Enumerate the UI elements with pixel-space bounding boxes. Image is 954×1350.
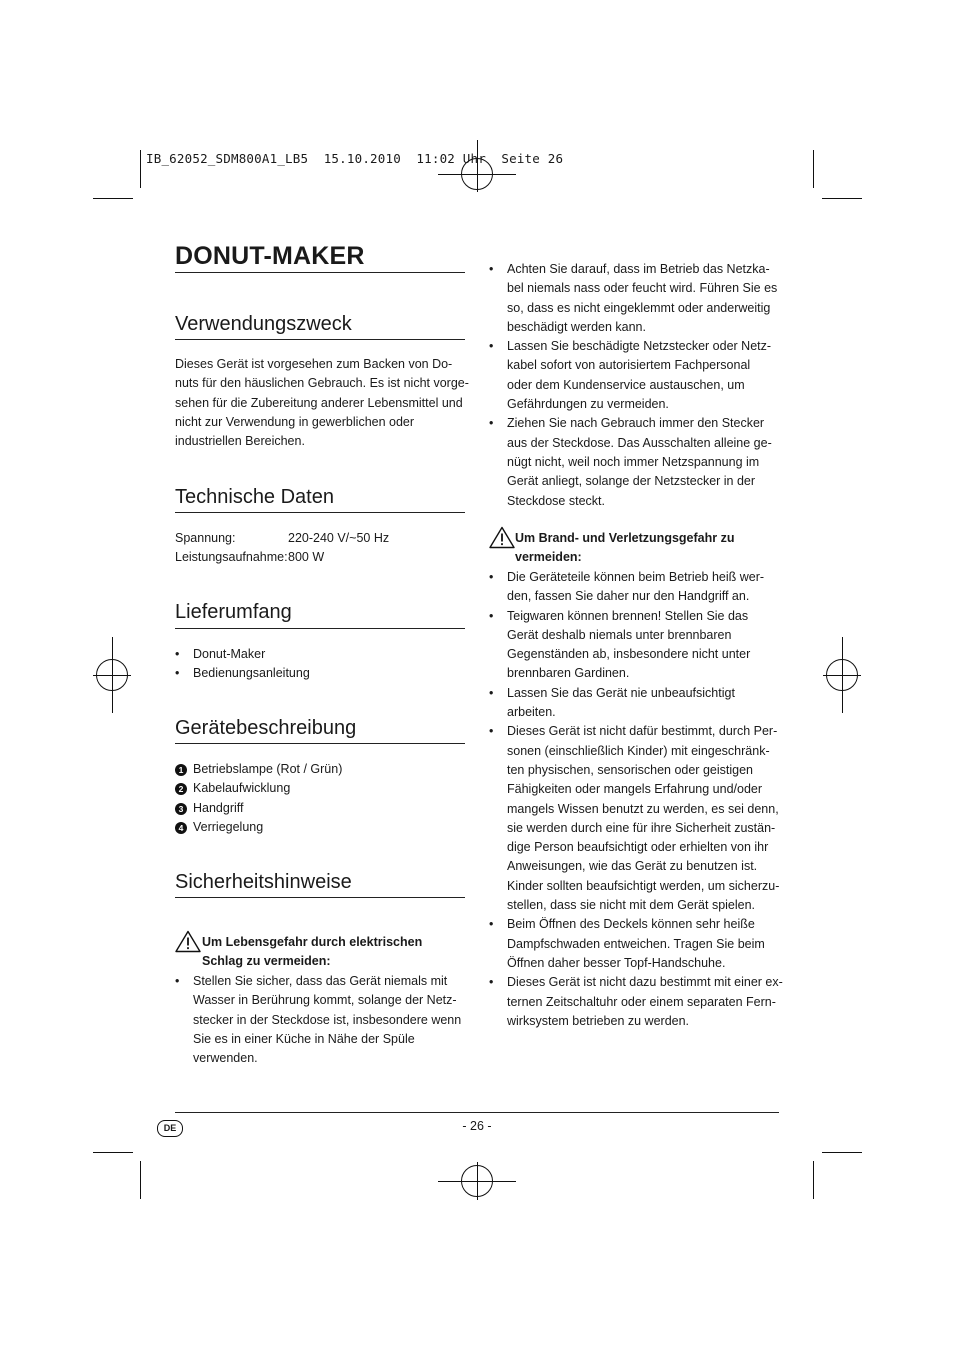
text-line: stecker in der Steckdose ist, insbesondere wenn [193, 1012, 462, 1027]
part-item [175, 760, 342, 779]
warning-fire [489, 529, 734, 568]
text-line: Ziehen Sie nach Gebrauch immer den Stecker [507, 416, 765, 431]
part-item [175, 779, 342, 798]
text-line: stellen, dass sie nicht mit dem Gerät spielen. [507, 898, 756, 913]
section-rule [175, 897, 465, 898]
language-badge: DE [157, 1120, 183, 1137]
list-item: • Achten Sie darauf, dass im Betrieb das Netzka- bel niemals nass oder feucht wird. Führen Sie es so, dass es nicht eingeklemmt oder anderweitig beschädigt werden kann. [489, 260, 777, 337]
text-line: sehen für die Zubereitung anderer Lebensmittel und [175, 395, 463, 410]
list-item: • Ziehen Sie nach Gebrauch immer den Stecker aus der Steckdose. Das Ausschalten alleine ge- nügt nicht, weil noch immer Netzspannung im Gerät anliegt, solange der Netzstecker in der Steckdose steckt. [489, 414, 777, 510]
text-line: ternen Zeitschaltuhr oder einem separaten Fern- [507, 994, 776, 1009]
text-line: Anweisungen, wie das Gerät zu benutzen ist. [507, 859, 758, 874]
spec-value: 220-240 V/~50 Hz [288, 531, 390, 545]
part-number-badge: 4 [175, 822, 187, 834]
text-line: Fähigkeiten oder mangels Erfahrung und/oder [507, 782, 763, 797]
text-line: nuts für den häuslichen Gebrauch. Es ist nicht vorge- [175, 376, 469, 391]
section-rule [175, 512, 465, 513]
spec-key: Leistungsaufnahme: [175, 550, 288, 565]
text-line: brennbaren Gardinen. [507, 666, 630, 681]
part-item [175, 818, 342, 837]
text-line: Dieses Gerät ist nicht dazu bestimmt mit einer ex- [507, 975, 783, 990]
text-line: verwenden. [193, 1051, 258, 1066]
part-item [175, 799, 342, 818]
warning-triangle-icon [175, 930, 201, 953]
section-rule [175, 628, 465, 629]
text-line: Kinder sollten beaufsichtigt werden, um sicherzu- [507, 878, 780, 893]
text-line: dige Person beaufsichtigt oder erhielten von ihr [507, 840, 769, 855]
text-line: bel niemals nass oder feucht wird. Führen Sie es [507, 281, 778, 296]
text-line: Dampfschwaden entweichen. Tragen Sie beim [507, 936, 765, 951]
text-line: Die Geräteteile können beim Betrieb heiß wer- [507, 570, 765, 584]
text-line: aus der Steckdose. Das Ausschalten alleine ge- [507, 435, 772, 450]
text-line: Lassen Sie beschädigte Netzstecker oder Netz- [507, 339, 772, 354]
text-line: Lassen Sie das Gerät nie unbeaufsichtigt [507, 685, 735, 700]
text-line: Gerät deshalb niemals unter brennbaren [507, 627, 732, 642]
list-item-label: Bedienungsanleitung [193, 666, 310, 681]
text-line: so, dass es nicht eingeklemmt oder anderweitig [507, 300, 771, 315]
spec-row [175, 529, 389, 548]
verwendung-paragraph [175, 355, 469, 451]
list-item: • Bedienungsanleitung [175, 666, 310, 681]
section-heading-geraetebeschreibung: Gerätebeschreibung [175, 717, 357, 739]
print-slug: IB_62052_SDM800A1_LB5 15.10.2010 11:02 Uhr Seite 26 [146, 151, 564, 166]
text-line: nicht zur Verwendung in gewerblichen oder [175, 414, 415, 429]
title-rule [175, 272, 465, 273]
part-number-badge: 2 [175, 783, 187, 795]
section-heading-lieferumfang: Lieferumfang [175, 601, 292, 623]
list-item: • Beim Öffnen des Deckels können sehr heiße Dampfschwaden entweichen. Tragen Sie beim Öffnen daher besser Topf-Handschuhe. [489, 915, 783, 973]
warning-triangle-icon [489, 526, 515, 549]
crop-mark [140, 150, 141, 188]
text-line: nügt nicht, weil noch immer Netzspannung im [507, 454, 760, 469]
text-line: Stellen Sie sicher, dass das Gerät niemals mit [193, 974, 448, 988]
list-item: • Dieses Gerät ist nicht dazu bestimmt mit einer ex- ternen Zeitschaltuhr oder einem separaten Fern- wirksystem betrieben zu werden. [489, 973, 783, 1031]
text-line: beschädigt werden kann. [507, 319, 646, 334]
warning-line: vermeiden: [515, 550, 582, 565]
section-heading-verwendungszweck: Verwendungszweck [175, 313, 352, 335]
list-item: • Lassen Sie beschädigte Netzstecker oder Netz- kabel sofort von autorisiertem Fachpersonal oder dem Kundenservice austauschen, um Gefährdungen zu vermeiden. [489, 337, 777, 414]
text-line: den, fassen Sie daher nur den Handgriff an. [507, 589, 750, 604]
text-line: Beim Öffnen des Deckels können sehr heiße [507, 917, 755, 932]
text-line: Steckdose steckt. [507, 493, 605, 508]
spec-row [175, 548, 389, 567]
registration-circle [461, 1165, 493, 1197]
spec-value: 800 W [288, 550, 325, 565]
page-number: - 26 - [462, 1119, 492, 1133]
text-line: Dieses Gerät ist nicht dafür bestimmt, durch Per- [507, 724, 778, 739]
list-item: • Stellen Sie sicher, dass das Gerät niemals mit Wasser in Berührung kommt, solange der Netz- stecker in der Steckdose ist, insbesondere wenn Sie es in einer Küche in Nähe der Spüle verwenden. [175, 972, 461, 1068]
safety-bullet-list-right-bottom [489, 568, 783, 1031]
text-line: arbeiten. [507, 705, 556, 720]
warning-line: Um Lebensgefahr durch elektrischen [202, 935, 423, 949]
registration-circle [96, 659, 128, 691]
warning-line: Schlag zu vermeiden: [202, 954, 331, 969]
text-line: Gegenständen ab, insbesondere nicht unter [507, 647, 751, 662]
warning-line: Um Brand- und Verletzungsgefahr zu [515, 531, 735, 545]
safety-bullet-list-right-top [489, 260, 777, 511]
text-line: ten physischen, sensorischen oder geistigen [507, 762, 753, 777]
crop-mark [93, 1152, 133, 1153]
text-line: Gerät anliegt, solange der Netzstecker in der [507, 474, 756, 489]
text-line: sie werden durch eine für ihre Sicherheit zustän- [507, 820, 776, 835]
crop-mark [93, 198, 133, 199]
text-line: Achten Sie darauf, dass im Betrieb das Netzka- [507, 262, 770, 276]
crop-mark [822, 1152, 862, 1153]
crop-mark [813, 1161, 814, 1199]
lieferumfang-list [175, 645, 310, 684]
section-rule [175, 743, 465, 744]
text-line: industriellen Bereichen. [175, 434, 305, 449]
text-line: Teigwaren können brennen! Stellen Sie das [507, 608, 749, 623]
warning-electric [175, 933, 422, 972]
list-item: • Die Geräteteile können beim Betrieb heiß wer- den, fassen Sie daher nur den Handgriff an. [489, 568, 783, 607]
text-line: Öffnen daher besser Topf-Handschuhe. [507, 955, 726, 970]
text-line: mangels Wissen benutzt zu werden, es sei denn, [507, 801, 779, 816]
list-item: • Lassen Sie das Gerät nie unbeaufsichtigt arbeiten. [489, 684, 783, 723]
geraet-parts-list [175, 760, 342, 837]
part-label: Kabelaufwicklung [193, 781, 291, 796]
specs-table [175, 529, 389, 568]
crop-mark [822, 198, 862, 199]
section-heading-sicherheitshinweise: Sicherheitshinweise [175, 871, 352, 893]
part-number-badge: 3 [175, 803, 187, 815]
part-label: Handgriff [193, 800, 244, 815]
text-line: Sie es in einer Küche in Nähe der Spüle [193, 1031, 415, 1046]
text-line: oder dem Kundenservice austauschen, um [507, 377, 745, 392]
footer-rule [175, 1112, 779, 1113]
text-line: Dieses Gerät ist vorgesehen zum Backen von Do- [175, 357, 453, 371]
list-item-label: Donut-Maker [193, 647, 266, 661]
list-item: • Dieses Gerät ist nicht dafür bestimmt, durch Per- sonen (einschließlich Kinder) mit eingeschränk- ten physischen, sensorischen oder geistigen Fähigkeiten oder mangels Erfahrung und/oder mangels Wissen benutzt zu werden, es sei denn, sie werden durch eine für ihre Sicherheit zustän- dige Person beaufsichtigt oder erhielten von ihr Anweisungen, wie das Gerät zu benutzen ist. Kinder sollten beaufsichtigt werden, um sicherzu- stellen, dass sie nicht mit dem Gerät spielen. [489, 722, 783, 915]
part-label: Betriebslampe (Rot / Grün) [193, 762, 343, 776]
registration-circle [826, 659, 858, 691]
list-item: • Teigwaren können brennen! Stellen Sie das Gerät deshalb niemals unter brennbaren Gegenständen ab, insbesondere nicht unter brennbaren Gardinen. [489, 607, 783, 684]
section-heading-technische-daten: Technische Daten [175, 486, 334, 508]
spec-key: Spannung: [175, 531, 236, 545]
text-line: wirksystem betrieben zu werden. [507, 1013, 690, 1028]
part-number-badge: 1 [175, 764, 187, 776]
text-line: Wasser in Berührung kommt, solange der Netz- [193, 993, 457, 1008]
crop-mark [813, 150, 814, 188]
page-title: DONUT-MAKER [175, 242, 365, 270]
text-line: sonen (einschließlich Kinder) mit eingeschränk- [507, 743, 770, 758]
section-rule [175, 339, 465, 340]
safety-bullet-list [175, 972, 461, 1068]
text-line: kabel sofort von autorisiertem Fachpersonal [507, 358, 751, 373]
crop-mark [140, 1161, 141, 1199]
list-item: • Donut-Maker [175, 647, 266, 661]
part-label: Verriegelung [193, 819, 264, 834]
text-line: Gefährdungen zu vermeiden. [507, 397, 669, 412]
